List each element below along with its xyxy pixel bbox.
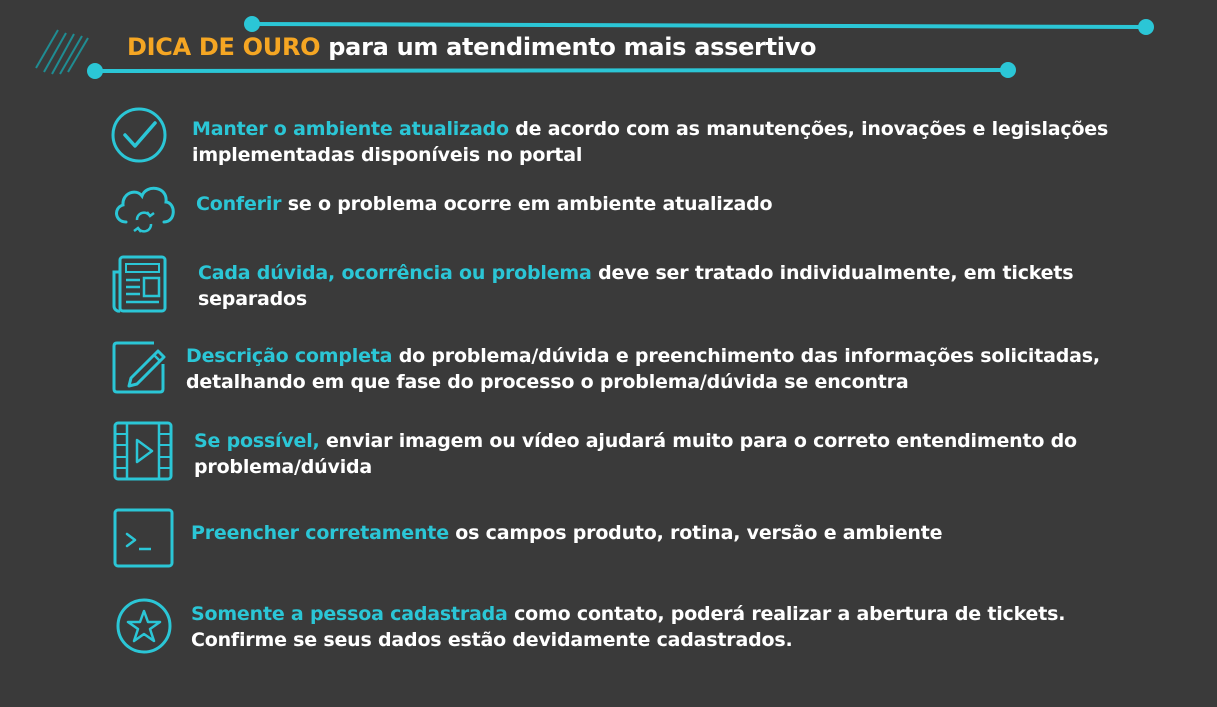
tip-body-4: do problema/dúvida e preenchimento das informações solicitadas, detalhando em que fase do processo o problema/dúvida se encontra	[186, 345, 1100, 393]
tip-highlight-4: Descrição completa	[186, 345, 393, 367]
tip-highlight-5: Se possível,	[194, 430, 320, 452]
terminal-icon	[112, 507, 176, 569]
tip-text-2	[196, 191, 1176, 217]
tip-highlight-7: Somente a pessoa cadastrada	[191, 603, 508, 625]
tip-body-2: se o problema ocorre em ambiente atualizado	[281, 193, 773, 215]
video-file-icon	[112, 420, 174, 482]
star-circle-icon	[115, 597, 173, 655]
tip-highlight-6: Preencher corretamente	[191, 522, 449, 544]
tip-highlight-3: Cada dúvida, ocorrência ou problema	[198, 262, 592, 284]
tip-highlight-1: Manter o ambiente atualizado	[192, 118, 509, 140]
title-rest: para um atendimento mais assertivo	[320, 33, 817, 61]
tip-body-3: deve ser tratado individualmente, em tickets separados	[198, 262, 1074, 310]
title-highlight: DICA DE OURO	[127, 33, 321, 61]
tip-body-7: como contato, poderá realizar a abertura de tickets. Confirme se seus dados estão devidamente cadastrados.	[191, 603, 1066, 651]
tip-text-6	[191, 520, 1171, 546]
tip-text-4	[186, 343, 1186, 395]
page-title	[127, 33, 816, 61]
check-circle-icon	[110, 106, 168, 164]
tip-text-3	[198, 260, 1098, 312]
tip-body-5: enviar imagem ou vídeo ajudará muito para o correto entendimento do problema/dúvida	[194, 430, 1077, 478]
diagonal-stripes	[36, 30, 88, 74]
cloud-sync-icon	[110, 178, 178, 234]
tip-text-1	[192, 116, 1172, 168]
top-line	[252, 24, 1146, 27]
newspaper-icon	[110, 254, 168, 314]
tip-text-7	[191, 601, 1091, 653]
pencil-edit-icon	[110, 338, 170, 396]
tip-highlight-2: Conferir	[196, 193, 282, 215]
tip-text-5	[194, 428, 1114, 480]
tip-body-1: de acordo com as manutenções, inovações e legislações implementadas disponíveis no portal	[192, 118, 1109, 166]
tip-body-6: os campos produto, rotina, versão e ambiente	[448, 522, 943, 544]
bottom-line	[95, 70, 1008, 71]
